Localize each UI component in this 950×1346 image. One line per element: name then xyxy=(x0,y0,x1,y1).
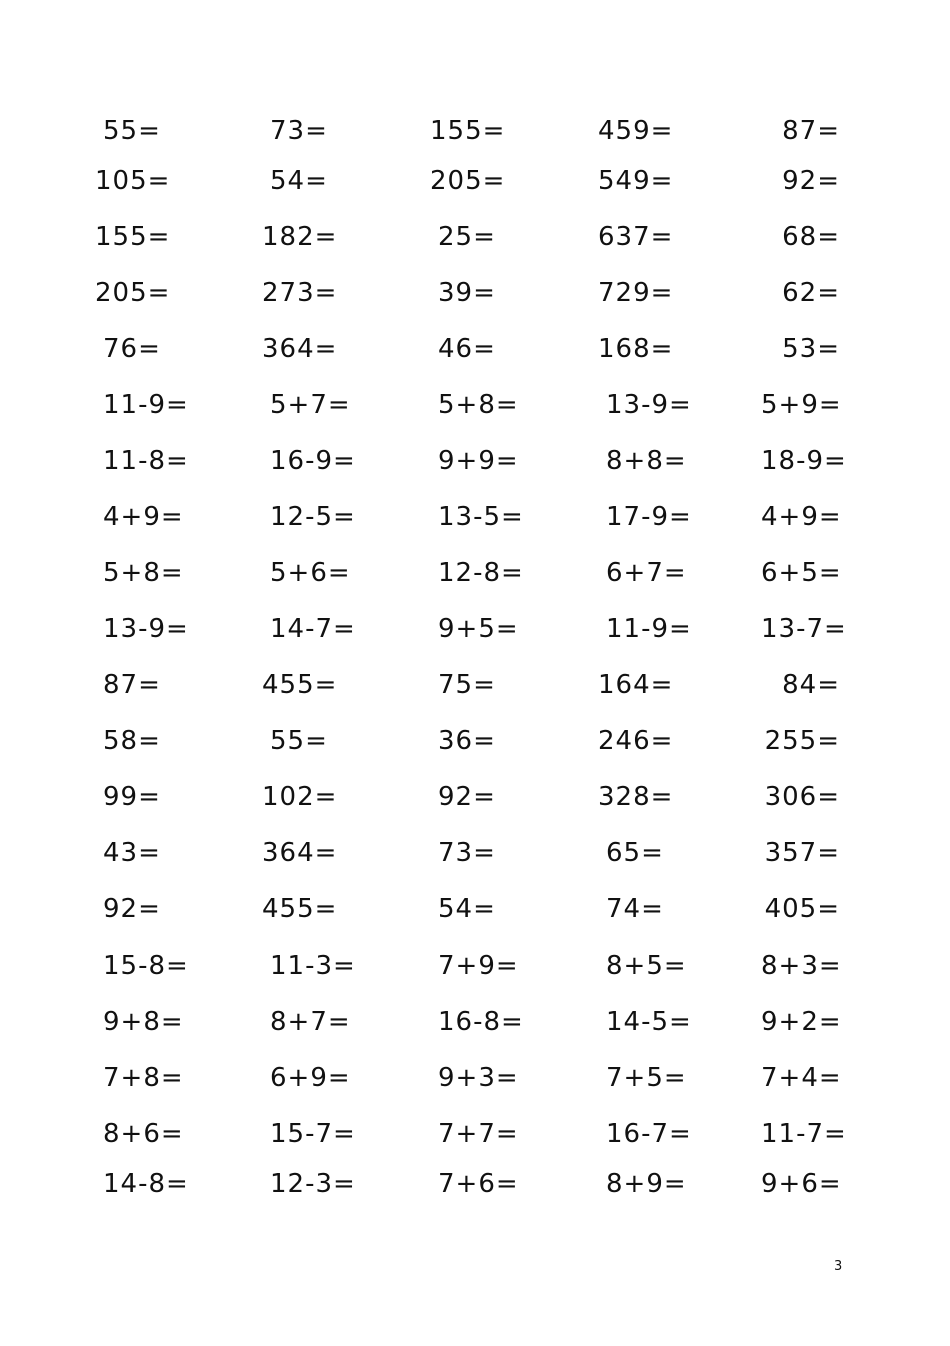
problem-item: 9+2= xyxy=(761,1007,842,1037)
problem-item: 16-8= xyxy=(438,1007,524,1037)
problem-row xyxy=(0,441,950,481)
problem-item: 102= xyxy=(262,782,338,812)
problem-item: 306= xyxy=(764,782,840,812)
problem-item: 9+8= xyxy=(103,1007,184,1037)
problem-item: 13-9= xyxy=(606,390,692,420)
problem-item: 16-9= xyxy=(270,446,356,476)
problem-item: 164= xyxy=(598,670,674,700)
problem-item: 4+9= xyxy=(103,502,184,532)
problem-item: 76= xyxy=(103,334,161,364)
problem-item: 105= xyxy=(95,166,171,196)
problem-item: 405= xyxy=(764,894,840,924)
problem-item: 68= xyxy=(782,222,840,252)
problem-item: 8+5= xyxy=(606,951,687,981)
problem-item: 18-9= xyxy=(761,446,847,476)
problem-row xyxy=(0,609,950,649)
problem-item: 14-7= xyxy=(270,614,356,644)
problem-item: 12-5= xyxy=(270,502,356,532)
problem-row xyxy=(0,497,950,537)
problem-item: 11-9= xyxy=(103,390,189,420)
problem-item: 205= xyxy=(95,278,171,308)
problem-item: 11-9= xyxy=(606,614,692,644)
problem-item: 155= xyxy=(430,116,506,146)
problem-item: 7+5= xyxy=(606,1063,687,1093)
problem-row xyxy=(0,721,950,761)
problem-row xyxy=(0,889,950,929)
problem-item: 8+9= xyxy=(606,1169,687,1199)
problem-item: 549= xyxy=(598,166,674,196)
problem-item: 11-3= xyxy=(270,951,356,981)
problem-item: 14-5= xyxy=(606,1007,692,1037)
problem-item: 8+8= xyxy=(606,446,687,476)
problem-item: 87= xyxy=(782,116,840,146)
problem-row xyxy=(0,553,950,593)
problem-item: 73= xyxy=(270,116,328,146)
problem-item: 9+5= xyxy=(438,614,519,644)
problem-item: 54= xyxy=(270,166,328,196)
problem-item: 5+8= xyxy=(103,558,184,588)
problem-item: 255= xyxy=(764,726,840,756)
problem-row xyxy=(0,329,950,369)
problem-row xyxy=(0,1164,950,1204)
problem-item: 364= xyxy=(262,838,338,868)
problem-item: 53= xyxy=(782,334,840,364)
problem-item: 58= xyxy=(103,726,161,756)
problem-item: 9+9= xyxy=(438,446,519,476)
problem-row xyxy=(0,385,950,425)
problem-row xyxy=(0,161,950,201)
problem-item: 14-8= xyxy=(103,1169,189,1199)
problem-item: 6+7= xyxy=(606,558,687,588)
problem-item: 357= xyxy=(764,838,840,868)
problem-item: 7+4= xyxy=(761,1063,842,1093)
problem-item: 12-8= xyxy=(438,558,524,588)
problem-item: 11-7= xyxy=(761,1119,847,1149)
problem-item: 7+8= xyxy=(103,1063,184,1093)
problem-row xyxy=(0,111,950,151)
problem-item: 65= xyxy=(606,838,664,868)
problem-item: 84= xyxy=(782,670,840,700)
problem-item: 155= xyxy=(95,222,171,252)
problem-item: 205= xyxy=(430,166,506,196)
problem-item: 74= xyxy=(606,894,664,924)
problem-item: 5+7= xyxy=(270,390,351,420)
problem-item: 729= xyxy=(598,278,674,308)
problem-item: 13-7= xyxy=(761,614,847,644)
problem-item: 6+9= xyxy=(270,1063,351,1093)
problem-item: 8+3= xyxy=(761,951,842,981)
problem-item: 459= xyxy=(598,116,674,146)
problem-item: 13-5= xyxy=(438,502,524,532)
problem-item: 4+9= xyxy=(761,502,842,532)
problem-item: 9+6= xyxy=(761,1169,842,1199)
problem-item: 7+7= xyxy=(438,1119,519,1149)
problem-item: 5+8= xyxy=(438,390,519,420)
problem-item: 7+9= xyxy=(438,951,519,981)
problem-item: 9+3= xyxy=(438,1063,519,1093)
problem-row xyxy=(0,833,950,873)
problem-row xyxy=(0,1114,950,1154)
problem-row xyxy=(0,946,950,986)
problem-row xyxy=(0,1002,950,1042)
problem-item: 328= xyxy=(598,782,674,812)
problem-item: 46= xyxy=(438,334,496,364)
problem-item: 273= xyxy=(262,278,338,308)
problem-item: 455= xyxy=(262,894,338,924)
problem-item: 5+9= xyxy=(761,390,842,420)
problem-item: 5+6= xyxy=(270,558,351,588)
problem-item: 16-7= xyxy=(606,1119,692,1149)
problem-item: 637= xyxy=(598,222,674,252)
problem-item: 8+6= xyxy=(103,1119,184,1149)
problem-row xyxy=(0,217,950,257)
problem-item: 364= xyxy=(262,334,338,364)
problem-item: 54= xyxy=(438,894,496,924)
problem-item: 15-7= xyxy=(270,1119,356,1149)
problem-item: 99= xyxy=(103,782,161,812)
problem-item: 17-9= xyxy=(606,502,692,532)
problem-item: 73= xyxy=(438,838,496,868)
problem-item: 182= xyxy=(262,222,338,252)
problem-item: 87= xyxy=(103,670,161,700)
problem-item: 92= xyxy=(103,894,161,924)
problem-row xyxy=(0,665,950,705)
problem-item: 12-3= xyxy=(270,1169,356,1199)
problem-item: 39= xyxy=(438,278,496,308)
problem-item: 455= xyxy=(262,670,338,700)
problem-item: 246= xyxy=(598,726,674,756)
problem-item: 15-8= xyxy=(103,951,189,981)
problem-item: 36= xyxy=(438,726,496,756)
problem-row xyxy=(0,777,950,817)
problem-item: 55= xyxy=(103,116,161,146)
problem-item: 168= xyxy=(598,334,674,364)
problem-item: 25= xyxy=(438,222,496,252)
problem-item: 55= xyxy=(270,726,328,756)
problem-item: 11-8= xyxy=(103,446,189,476)
problem-item: 6+5= xyxy=(761,558,842,588)
problem-row xyxy=(0,273,950,313)
problem-item: 92= xyxy=(438,782,496,812)
page-number: 3 xyxy=(834,1259,843,1274)
problem-row xyxy=(0,1058,950,1098)
problem-item: 75= xyxy=(438,670,496,700)
problem-item: 43= xyxy=(103,838,161,868)
problem-item: 62= xyxy=(782,278,840,308)
problem-item: 92= xyxy=(782,166,840,196)
problem-item: 7+6= xyxy=(438,1169,519,1199)
problem-item: 13-9= xyxy=(103,614,189,644)
problem-item: 8+7= xyxy=(270,1007,351,1037)
